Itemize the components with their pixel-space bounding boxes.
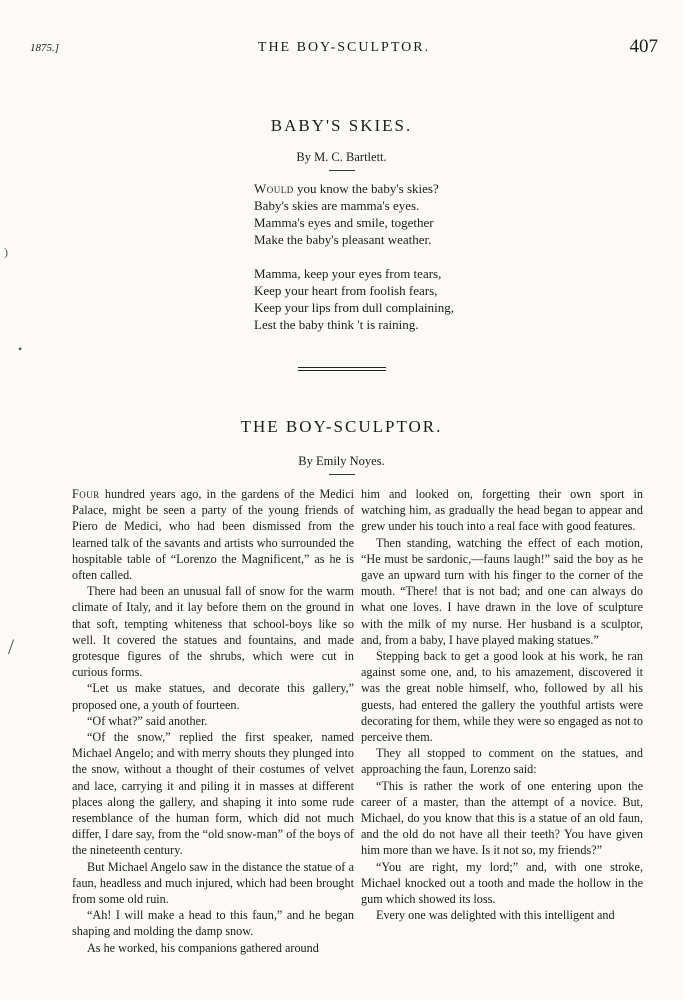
section-divider-rule xyxy=(298,370,386,371)
poem-title: BABY'S SKIES. xyxy=(270,116,413,135)
story-paragraph: Then standing, watching the effect of each motion, “He must be sardonic,—fauns laugh!” said the boy as he gave an upward turn with his finger to the corner of the mouth. “There! that is not bad; and one can always do what one loves. I have drawn in the love of sculpture with the milk of my nurse. Her husband is a sculptor, and, from a baby, I have played making statues.” xyxy=(361,535,643,647)
story-paragraph: There had been an unusual fall of snow for the warm climate of Italy, and it lay before them on the ground in that soft, tempting whiteness that school-boys like so well. It covered the statues and fountains, and made grotesque figures of the shrubs, which were cut in curious forms. xyxy=(72,584,354,680)
story-paragraph: Every one was delighted with this intelligent and xyxy=(376,908,615,923)
poem-line: Mamma's eyes and smile, together xyxy=(254,215,434,230)
poem-line: Lest the baby think 't is raining. xyxy=(254,317,419,332)
story-byline-rule xyxy=(329,474,355,475)
poem-stanza-1 xyxy=(254,180,514,248)
section-divider-rule xyxy=(298,367,386,368)
story-paragraph: “Of what?” said another. xyxy=(87,713,208,728)
story-paragraph: As he worked, his companions gathered around xyxy=(87,940,319,955)
story-paragraph: “Ah! I will make a head to this faun,” and he began shaping and molding the damp snow. xyxy=(72,908,354,939)
story-paragraph: Stepping back to get a good look at his work, he ran against some one, and, to his amazement, discovered it was the great noble himself, who, followed by all his guests, had entered the gallery the youthful artists were decorating for them, while they were so engaged as not to perceive them. xyxy=(361,649,643,745)
story-column-right xyxy=(361,486,643,923)
poem-line: Make the baby's pleasant weather. xyxy=(254,232,432,247)
story-title: THE BOY-SCULPTOR. xyxy=(240,417,443,436)
margin-speck: • xyxy=(18,342,23,356)
poem-body xyxy=(254,180,514,350)
story-paragraph: They all stopped to comment on the statues, and approaching the faun, Lorenzo said: xyxy=(361,746,643,777)
story-first-word: Four xyxy=(72,487,100,501)
poem-line-text: you know the baby's skies? xyxy=(293,181,439,196)
story-paragraph xyxy=(72,486,354,583)
poem-line xyxy=(254,180,514,197)
poem-byline-rule xyxy=(329,170,355,171)
story-column-left xyxy=(72,486,354,956)
story-paragraph: him and looked on, forgetting their own sport in watching him, as gradually the head began to appear and grew under his touch into a real face with good features. xyxy=(361,487,643,534)
poem-line: Keep your lips from dull complaining, xyxy=(254,300,455,315)
story-paragraph: “Let us make statues, and decorate this gallery,” proposed one, a youth of fourteen. xyxy=(72,681,354,712)
story-paragraph: But Michael Angelo saw in the distance the statue of a faun, headless and much injured, which had been brought from some old ruin. xyxy=(72,859,354,907)
story-paragraph: “Of the snow,” replied the first speaker, named Michael Angelo; and with merry shouts they plunged into the snow, without a thought of their costumes of velvet and lace, carrying it and piling it in masses at different places along the gallery, and shaping it into some rude resemblance of the human form, which did not much differ, I dare say, from the “old snow-man” of the boys of the nineteenth century. xyxy=(72,730,354,858)
story-byline: By Emily Noyes. xyxy=(298,454,385,468)
page-number: 407 xyxy=(629,36,658,57)
poem-byline: By M. C. Bartlett. xyxy=(296,150,387,164)
header-date: 1875.] xyxy=(30,42,60,54)
poem-line: Mamma, keep your eyes from tears, xyxy=(254,266,442,281)
poem-first-word: Would xyxy=(254,181,294,196)
story-paragraph: “This is rather the work of one entering upon the career of a master, than the attempt of a novice. But, Michael, do you know that this is a statue of an old faun, and the old do not have all their teeth? You have given him more than we have. Is it not so, my friends?” xyxy=(361,778,643,858)
poem-stanza-2 xyxy=(254,265,514,333)
margin-speck: / xyxy=(8,634,15,659)
paragraph-text: hundred years ago, in the gardens of the Medici Palace, might be seen a party of the young friends of Piero de Medici, who had been dismissed from the learned talk of the savants and artists who surrounded the hospitable table of “Lorenzo the Magnificent,” as he is often called. xyxy=(72,487,354,583)
poem-line: Baby's skies are mamma's eyes. xyxy=(254,198,420,213)
poem-line: Keep your heart from foolish fears, xyxy=(254,283,438,298)
story-paragraph: “You are right, my lord;” and, with one stroke, Michael knocked out a tooth and made the hollow in the gum which showed its loss. xyxy=(361,859,643,907)
header-running-title: THE BOY-SCULPTOR. xyxy=(257,40,431,55)
running-header xyxy=(30,38,658,60)
margin-speck: ) xyxy=(4,245,8,259)
